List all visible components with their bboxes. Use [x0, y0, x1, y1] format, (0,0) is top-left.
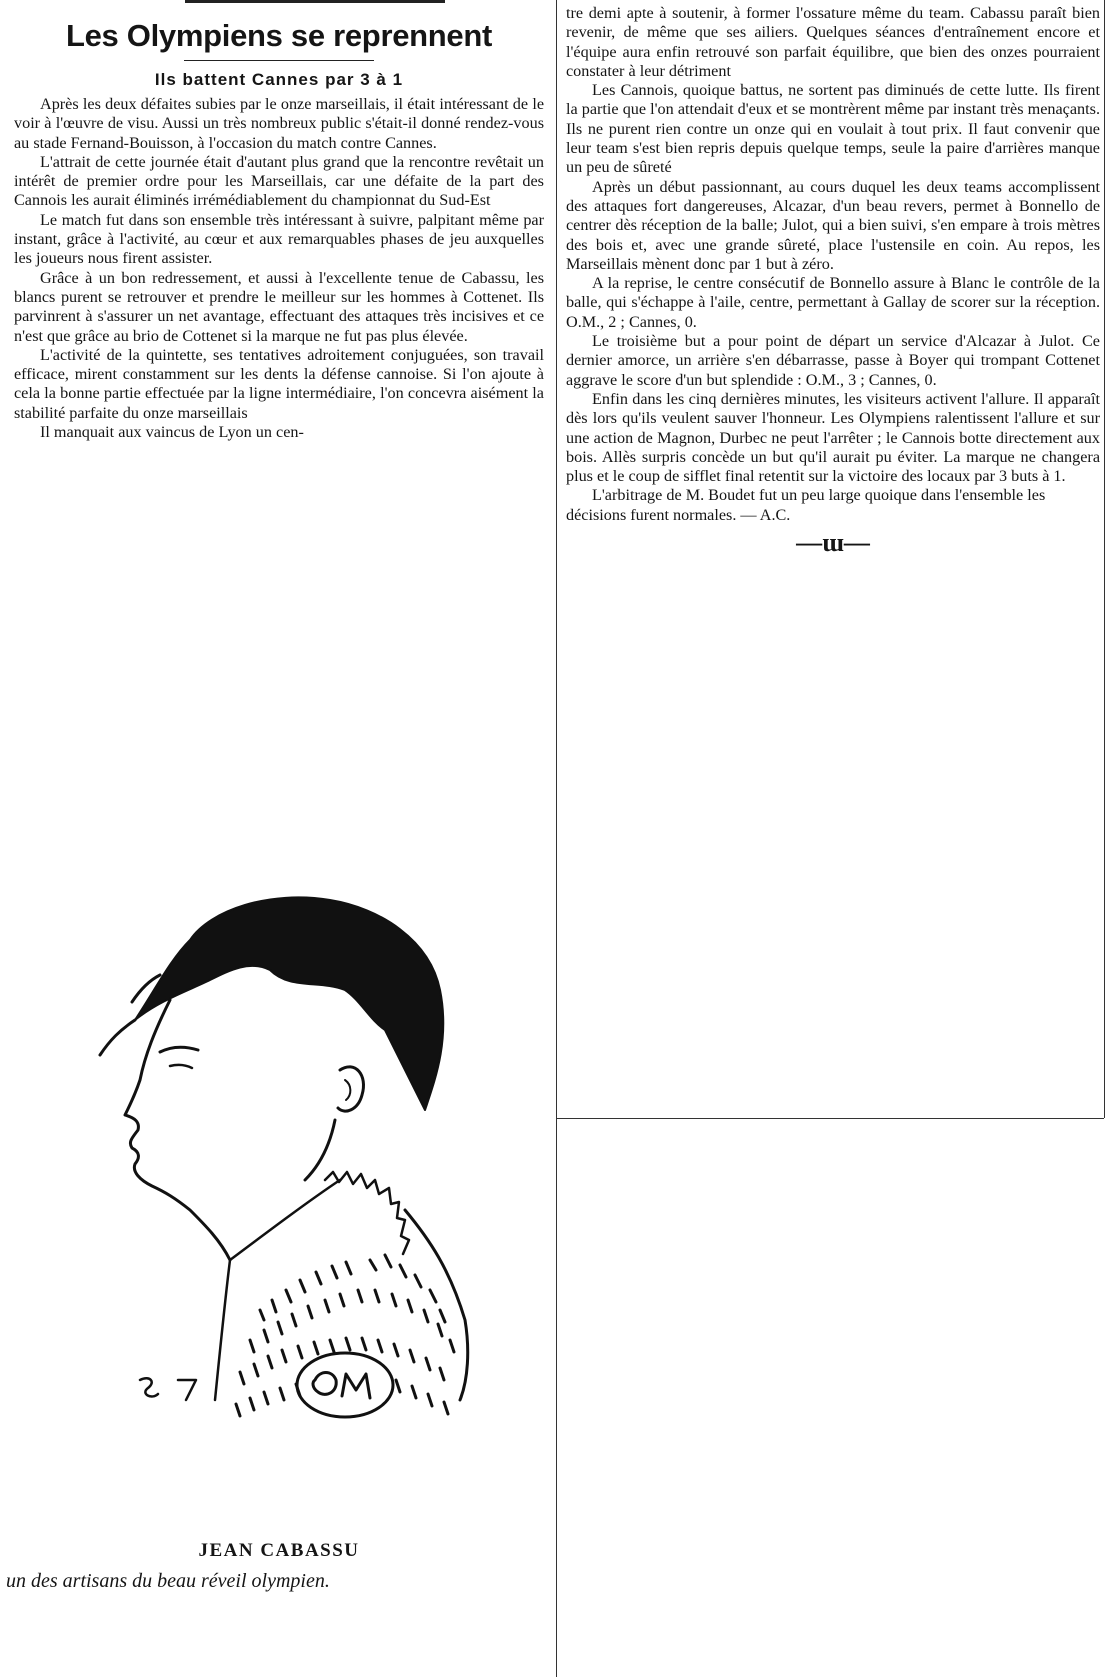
right-border [1104, 0, 1105, 1118]
top-rule [185, 0, 445, 3]
left-column [14, 4, 544, 442]
paragraph: Grâce à un bon redressement, et aussi à l'excellente tenue de Cabassu, les blancs purent se retrouver et prendre le meilleur sur les hommes à Cottenet. Ils parvinrent à s'assurer un net avantage, effectuant des attaques très incisives et ce n'est que grâce au brio de Cottenet si la marque ne fut pas plus élevée. [14, 268, 544, 345]
paragraph: Après un début passionnant, au cours duquel les deux teams accomplissent des attaques fort dangereuses, Alcazar, d'un beau revers, permet à Bonnello de centrer dès réception de la balle; Julot, qui a bien suivi, s'en empare à trois mètres des bois et, avec une grande sûreté, place l'ustensile en coin. Au repos, les Marseillais mènent donc par 1 but à zéro. [566, 177, 1100, 273]
portrait-sketch [40, 880, 500, 1520]
portrait-caption-name: JEAN CABASSU [198, 1540, 360, 1561]
right-column [566, 4, 1100, 557]
paragraph-signoff: L'arbitrage de M. Boudet fut un peu large quoique dans l'ensemble les décisions furent normales. — A.C. [566, 486, 1046, 524]
paragraph: L'attrait de cette journée était d'autant plus grand que la rencontre revêtait un intérêt de premier ordre pour les Marseillais, car une défaite de la part des Cannois les aurait éliminés irrémédiablement du championnat du Sud-Est [14, 152, 544, 210]
paragraph: Le match fut dans son ensemble très intéressant à suivre, palpitant même par instant, grâce à l'activité, au cœur et aux remarquables phases de jeu auxquelles les joueurs nous firent assister. [14, 210, 544, 268]
paragraph: Enfin dans les cinq dernières minutes, les visiteurs activent l'allure. Il apparaît dès lors qu'ils veulent sauver l'honneur. Les Olympiens ralentissent l'allure et sur une action de Magnon, Durbec ne peut l'arrêter ; le Cannois botte directement aux bois. Allès surpris concède un but qu'il aurait pu éviter. La marque ne changera plus et le coup de sifflet final retentit sur la victoire des locaux par 3 buts à 1. [566, 389, 1100, 486]
article-subheadline: Ils battent Cannes par 3 à 1 [154, 70, 404, 89]
paragraph: Le troisième but a pour point de départ un service d'Alcazar à Julot. Ce dernier amorce, un arrière s'en débarrasse, passe à Boyer qui trompant Cottenet aggrave le score d'un but splendide : O.M., 3 ; Cannes, 0. [566, 332, 1100, 389]
end-ornament: —ɯ— [796, 528, 870, 558]
paragraph: Les Cannois, quoique battus, ne sortent pas diminués de cette lutte. Ils firent la partie que l'on attendait d'eux et se montrèrent même par instant très menaçants. Ils ne purent rien contre un onze qui en voulait à tout prix. Il faut convenir que leur team s'est bien repris depuis quelque temps, seule la paire d'arrières manque un peu de sûreté [566, 81, 1100, 177]
right-column-bottom-rule [556, 1118, 1104, 1119]
article-headline: Les Olympiens se reprennent [65, 18, 493, 53]
paragraph: L'activité de la quintette, ses tentatives adroitement conjuguées, son travail efficace, mirent constamment sur les dents la défense cannoise. Si l'on ajoute à cela la bonne partie effectuée par la ligne intermédiaire, l'on concevra aisément la stabilité parfaite du onze marseillais [14, 345, 544, 422]
portrait-caption-text: un des artisans du beau réveil olympien. [6, 1570, 330, 1592]
paragraph: A la reprise, le centre consécutif de Bonnello assure à Blanc le contrôle de la balle, qui s'échappe à l'aile, centre, permettant à Gallay de scorer sur la réception. O.M., 2 ; Cannes, 0. [566, 274, 1100, 331]
column-divider [556, 0, 557, 1677]
paragraph: Après les deux défaites subies par le onze marseillais, il était intéressant de le voir à l'œuvre de visu. Aussi un très nombreux public s'était-il donné rendez-vous au stade Fernand-Bouisson, à l'occasion du match contre Cannes. [14, 95, 544, 152]
headline-rule [184, 60, 374, 61]
paragraph: tre demi apte à soutenir, à former l'ossature même du team. Cabassu paraît bien revenir, de même que ses ailiers. Quelques séances d'entraînement encore et l'équipe aura enfin retrouvé son parfait équilibre, que bien des onzes pourraient constater à leur détriment [566, 4, 1100, 80]
paragraph: Il manquait aux vaincus de Lyon un cen- [40, 423, 304, 442]
